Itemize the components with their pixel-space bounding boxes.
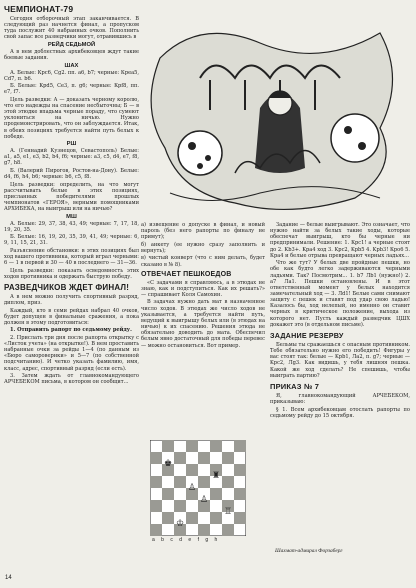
board-square	[186, 440, 198, 452]
section-title-reserve: ЗАДАНИЕ РЕЗЕРВУ	[270, 330, 344, 340]
chess-piece: ♔	[176, 519, 185, 529]
board-square	[210, 488, 222, 500]
board-file-labels: a b c d e f g h	[152, 537, 218, 543]
board-square	[150, 500, 162, 512]
board-square	[150, 452, 162, 464]
intro-paragraph: Сегодня отборочный этап заканчивается. В следующий раз начнется финал, а пропуском туда послужит 40 набранных очков. Пополнить свой запас все разведчики могут, отравившись в	[4, 16, 139, 41]
paragraph: Что же тут? У белых две пройдные пешки, но обе как будто легко задерживаются черными ладьями. Так? Посмотрим... 1. b7 Лb1 (нужно!) 2. a7 Лa1. Пешки остановлены. И в этот ответственный момент у белых находится замечательный ход — 3. Лd1! Белые сами снимают защиту с пешек и ставят под удар свою ладью! Казалось бы, ход нелепый, но именно он ставит черных в критическое положение, выхода из которого нет. Пусть каждый разведчик ЦШХ докажет это (в отдельном письме).	[270, 260, 410, 328]
paragraph: Я, главнокомандующий АРЧЕБЕКОМ, приказываю:	[270, 392, 410, 406]
section-title-final: РАЗВЕДЧИКОВ ЖДЕТ ФИНАЛ!	[4, 282, 130, 292]
paragraph: Бельмы ты сражаешься с опасным противником. Тебе обязательно нужно его победить! Фигуры у вас стоят так: белые — Kpb1, Лa2, п. g7; черные — Kpc2, Лg3. Как видишь, у тебя лишняя пешка. Какой же ход сделать? Не спешишь, чтобы выиграть партию?	[270, 341, 410, 379]
paragraph: Цель разведки: определить, на что могут рассчитывать белые в этих позициях, присланных победителями прошлых чемпионатов «ГЕРОЯ», верными помощниками АРХИБЕКА, на выигрыш или на ничью?	[4, 181, 139, 213]
paragraph: Цель разведки: А — доказать черному королю, что его надежды на спасение несбыточны; Б — в этой этюдке впадьма черные пораду, что сумеют уклониться на ничью. Нужно продемонстрировать, что он заблуждается. Итак, в обеих позициях требуется найти путь белых к победе.	[4, 96, 139, 140]
left-column	[4, 2, 139, 572]
illustration-caption: Шахмат-адмирал Форзаберг	[275, 548, 343, 554]
paragraph: В задачах нужно дать мат в назначенное число ходов. В этюдах же число ходов не указывается, а требуется найти путь, ведущий к выигрышу белых или (в этюдах на ничью) к их спасению. Решения этюда не обязательно доводить до мата. Обеспечил белым явно достаточный для победы перевес — можно остановиться. Вот пример.	[141, 299, 265, 349]
chess-piece: ♙	[188, 483, 197, 493]
chess-piece: ♚	[164, 459, 173, 469]
board-square	[222, 452, 234, 464]
decorative-illustration	[140, 18, 410, 218]
board-square	[234, 464, 246, 476]
board-square	[198, 524, 210, 536]
paragraph: «С задачами я справляюсь, а в этюдах не знаю, как и подступиться. Как их решать?» — спрашивает Коля Самохин.	[141, 279, 265, 298]
label-msh: МШ	[66, 213, 77, 220]
paragraph: А. (Геннадий Кузнецов, Севастополь) Белые: a1, a5, e1, e3, b2, b4, f6; черные: a3, c5, d4, e7, f8, g7, h8.	[4, 148, 139, 167]
section-title-peshkoedov: ОТВЕЧАЕТ ПЕШКОЕДОВ	[141, 270, 232, 278]
chess-piece: ♖	[224, 507, 233, 517]
paragraph: Б. (Валерий Пирогов, Ростов-на-Дону). Белые: d4, f6, h4, b6; черные: b6, c5, f8.	[4, 167, 139, 181]
middle-column	[141, 222, 265, 440]
paragraph: А в нем доблестных архибековцев ждут такие боевые задания.	[4, 48, 139, 62]
label-rsh: РШ	[66, 141, 77, 148]
raid-subtitle: РЕЙД СЕДЬМОЙ	[47, 41, 96, 48]
board-square	[162, 488, 174, 500]
paragraph: А в нем можно получить спортивный разряд, диплом, приз.	[4, 293, 139, 307]
board-square	[150, 524, 162, 536]
board-square	[210, 440, 222, 452]
board-square	[234, 488, 246, 500]
board-square	[222, 476, 234, 488]
board-square	[234, 512, 246, 524]
section-title-order: ПРИКАЗ № 7	[270, 381, 320, 391]
board-square	[222, 524, 234, 536]
board-square	[198, 476, 210, 488]
paragraph: в) чистый конверт (что с ним делать, будет сказано в № 8).	[141, 255, 265, 268]
board-square	[174, 452, 186, 464]
board-square	[186, 464, 198, 476]
paragraph: 1. Отправить рапорт по седьмому рейду.	[10, 327, 132, 334]
right-column	[270, 222, 410, 547]
paragraph: 3. Затем ждать от главнокомандующего АРЧЕБЕКОМ письма, в котором он сообщит...	[4, 372, 139, 386]
paragraph: А. Белые: Крс6, Сg2. пп. a6, b7; черные: Креа5, Cd7, п. b6.	[4, 69, 139, 82]
page-number: 14	[5, 575, 12, 581]
board-square	[198, 452, 210, 464]
chess-board-diagram	[150, 440, 246, 536]
board-square	[162, 440, 174, 452]
board-square	[234, 440, 246, 452]
board-square	[150, 476, 162, 488]
paragraph: Б. Белые: Крd5, Се3, п. g6; черные: Крf8, пп. e7, f7.	[4, 83, 139, 96]
board-square	[174, 476, 186, 488]
board-square	[186, 512, 198, 524]
paragraph: б) анкету (ее нужно сразу заполнить и вернуть);	[141, 241, 265, 254]
board-square	[174, 500, 186, 512]
board-square	[162, 512, 174, 524]
paragraph: § 1. Всем архибековцам отослать рапорты по седьмому рейду до 15 октября.	[270, 406, 410, 419]
paragraph: 2. Прислать три дня после рапорта открытку с «Листок учета» (на открытке!). В нем проставить набранные очки за рейды 1—4 (по данным из «Бюро саморовернки» и 5—7 (по собственной подсчитанию). И четко указать фамилию, имя, класс, адрес, спортивный разряд (если есть).	[4, 334, 139, 372]
paragraph: Каждый, кто в семи рейдах набрал 40 очков, будет допущен в финальные сражения, а пока должен в этому подготовиться:	[4, 307, 139, 326]
board-square	[210, 512, 222, 524]
section-title-championship: ЧЕМПИОНАТ-79	[4, 4, 74, 14]
chess-piece: ♙	[200, 495, 209, 505]
paragraph: Цель разведки: показать осведомность этих ходов противника и одержать быструю победу.	[4, 267, 139, 280]
label-chess: ШАХ	[64, 62, 79, 69]
chess-piece: ♜	[212, 471, 221, 481]
paragraph: а) извещение о допуске в финал, и новый пароль (без него рапорты по финалу не примут);	[141, 222, 265, 241]
paragraph: А. Белые: 29, 37, 38, 43, 49; черные: 7, 17, 18, 19, 20, 35.	[4, 220, 139, 233]
paragraph: Б. Белые: 16, 19, 20, 35, 39, 41, 49; черные: 6, 9, 11, 15, 21, 31.	[4, 234, 139, 247]
paragraph: Разъяснение обстановки: в этих позициях был ход вашего противника, который играл черными: 6 — 1 в первой и 30 — 40 в последнего — 31—36.	[4, 247, 139, 267]
paragraph: Задание — белые выигрывают. Это означает, что нужно найти за белых такие ходы, которые обеспечат выигрыш, кто бы черные ни предпринимали. Решение: 1. Крс1! а черные стоят до 2. Kb3+. Kpa4 ход 3. Kpc2, Kpb5 4. Kpb3! Кро6 5. Кра4 и белые отрыва превращают черных ладьях...	[270, 222, 410, 259]
